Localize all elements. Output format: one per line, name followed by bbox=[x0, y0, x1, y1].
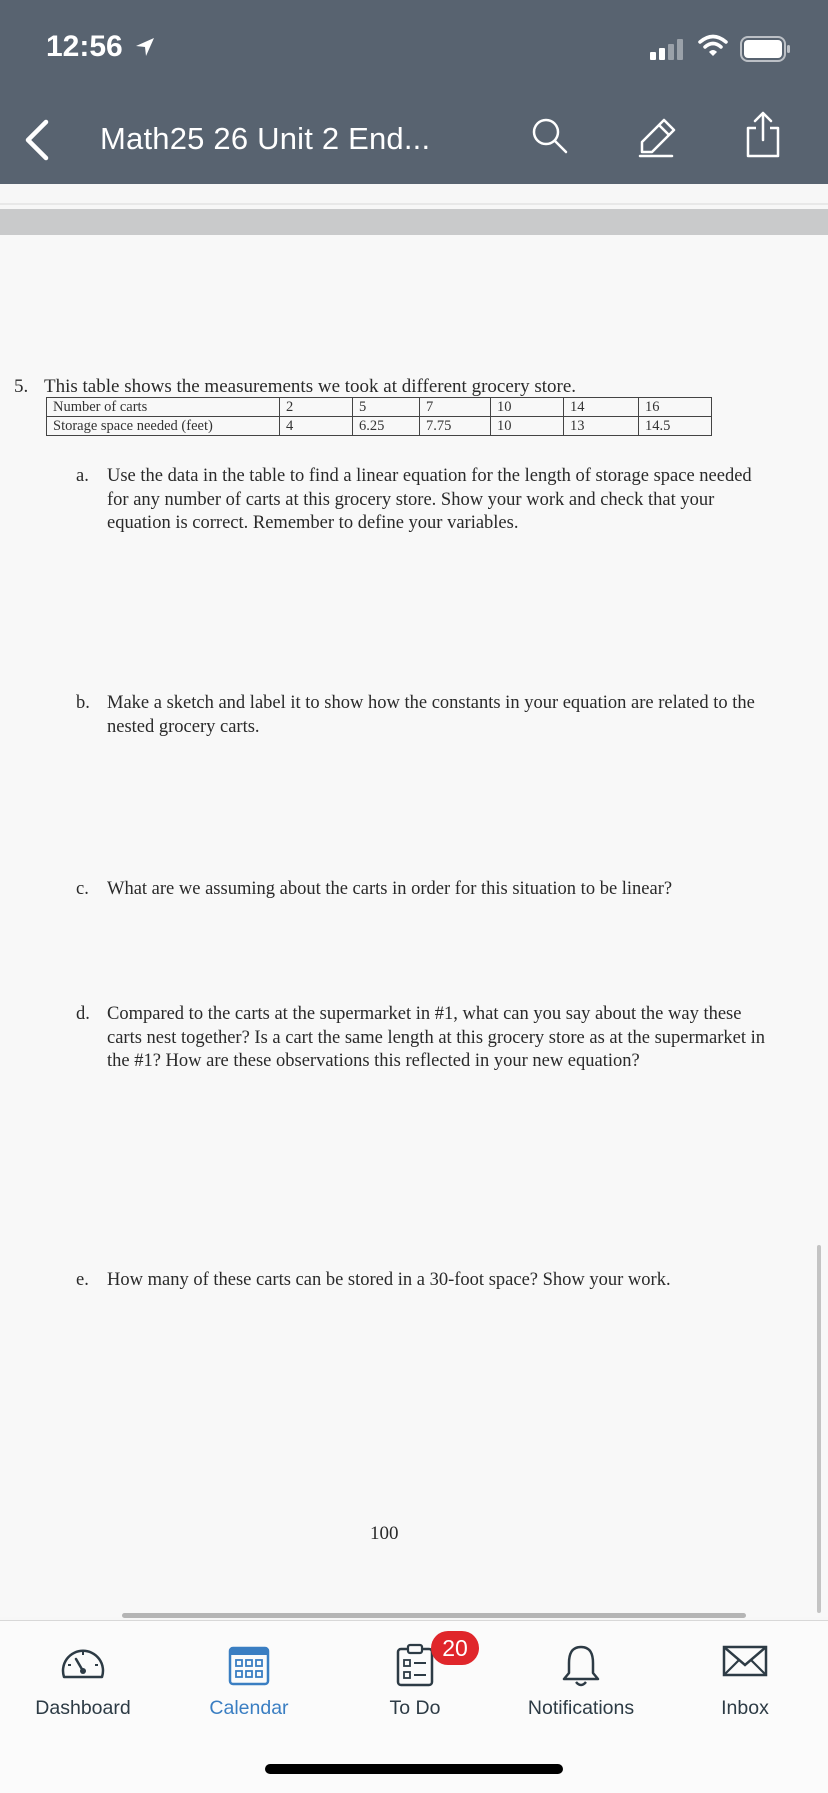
part-text: How many of these carts can be stored in a 30-foot space? Show your work. bbox=[107, 1270, 671, 1290]
top-bar bbox=[0, 0, 828, 184]
table-cell: 2 bbox=[280, 398, 353, 417]
part-d bbox=[76, 1003, 776, 1074]
part-letter: b. bbox=[76, 693, 90, 713]
table-cell: 10 bbox=[491, 417, 564, 436]
tab-calendar[interactable] bbox=[166, 1621, 332, 1731]
table-cell: 16 bbox=[639, 398, 712, 417]
todo-icon bbox=[395, 1643, 435, 1687]
location-arrow-icon bbox=[134, 36, 156, 58]
calendar-icon bbox=[228, 1643, 270, 1687]
back-chevron-icon[interactable] bbox=[22, 118, 54, 162]
tab-label: Dashboard bbox=[35, 1697, 131, 1719]
table-cell: 7 bbox=[420, 398, 491, 417]
data-table bbox=[46, 397, 712, 436]
part-text: What are we assuming about the carts in order for this situation to be linear? bbox=[107, 879, 673, 899]
part-letter: a. bbox=[76, 466, 89, 486]
tab-label: Inbox bbox=[721, 1697, 769, 1719]
table-cell: 6.25 bbox=[353, 417, 420, 436]
document-title: Math25 26 Unit 2 End... bbox=[100, 121, 431, 156]
tab-label: Notifications bbox=[527, 1697, 635, 1719]
tab-inbox[interactable] bbox=[662, 1621, 828, 1731]
table-row bbox=[47, 398, 712, 417]
search-icon[interactable] bbox=[530, 116, 570, 156]
share-icon[interactable] bbox=[742, 110, 784, 160]
page-gap bbox=[0, 209, 828, 235]
horizontal-scrollbar[interactable] bbox=[122, 1613, 746, 1618]
tab-todo[interactable] bbox=[332, 1621, 498, 1731]
question-number: 5. bbox=[14, 376, 29, 397]
question-heading bbox=[14, 376, 576, 398]
status-time: 12:56 bbox=[46, 30, 123, 63]
part-letter: d. bbox=[76, 1004, 90, 1024]
question-text: This table shows the measurements we took at different grocery store. bbox=[44, 376, 577, 397]
battery-icon bbox=[740, 36, 792, 62]
part-text: Make a sketch and label it to show how the constants in your equation are related to the nested grocery carts. bbox=[107, 693, 755, 737]
part-letter: c. bbox=[76, 879, 89, 899]
wifi-icon bbox=[698, 34, 728, 58]
table-cell: 5 bbox=[353, 398, 420, 417]
bell-icon bbox=[559, 1643, 603, 1689]
row-label: Storage space needed (feet) bbox=[47, 417, 280, 436]
table-cell: 13 bbox=[564, 417, 639, 436]
home-indicator[interactable] bbox=[265, 1764, 563, 1774]
page-divider bbox=[0, 203, 828, 205]
part-text: Compared to the carts at the supermarket in #1, what can you say about the way these carts nest together? Is a cart the same length at this grocery store as at the supermarket in the #1? How are these observations this reflected in your new equation? bbox=[107, 1004, 766, 1071]
signal-icon bbox=[650, 38, 690, 60]
envelope-icon bbox=[722, 1643, 768, 1679]
todo-count-badge: 20 bbox=[431, 1631, 479, 1665]
annotate-pen-icon[interactable] bbox=[636, 116, 678, 158]
part-c bbox=[76, 878, 776, 902]
tab-label: Calendar bbox=[209, 1697, 289, 1719]
page-number: 100 bbox=[370, 1523, 399, 1544]
tab-label: To Do bbox=[389, 1697, 441, 1719]
table-cell: 10 bbox=[491, 398, 564, 417]
part-text: Use the data in the table to find a linear equation for the length of storage space needed for any number of carts at this grocery store. Show your work and check that your equation is correct. Remember to define your variables. bbox=[107, 466, 752, 533]
part-e bbox=[76, 1269, 776, 1293]
table-cell: 14.5 bbox=[639, 417, 712, 436]
row-label: Number of carts bbox=[47, 398, 280, 417]
tab-notifications[interactable] bbox=[498, 1621, 664, 1731]
table-cell: 7.75 bbox=[420, 417, 491, 436]
part-a bbox=[76, 465, 776, 536]
table-row bbox=[47, 417, 712, 436]
dashboard-icon bbox=[58, 1643, 108, 1683]
document-page[interactable] bbox=[0, 235, 828, 1617]
part-letter: e. bbox=[76, 1270, 89, 1290]
table-cell: 14 bbox=[564, 398, 639, 417]
tab-dashboard[interactable] bbox=[0, 1621, 166, 1731]
part-b bbox=[76, 692, 776, 739]
vertical-scrollbar[interactable] bbox=[817, 1245, 821, 1613]
table-cell: 4 bbox=[280, 417, 353, 436]
